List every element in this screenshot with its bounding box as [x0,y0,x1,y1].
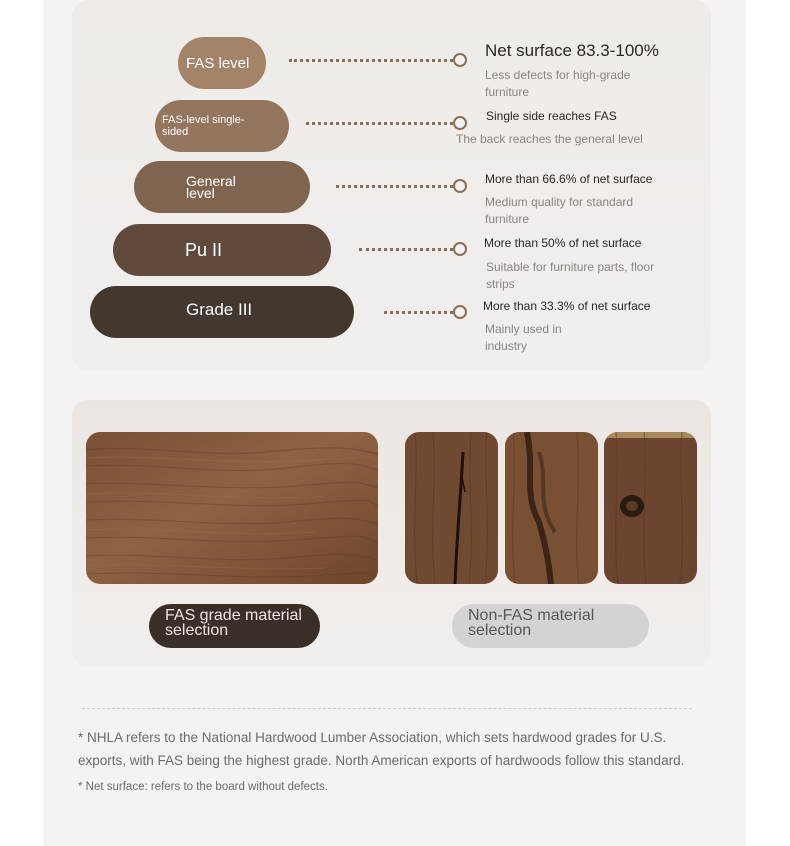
connector-dots [289,59,453,62]
grade-pill-label: Grade III [186,300,253,319]
net-surface-footnote: * Net surface: refers to the board without defects. [78,781,328,793]
connector-ring-icon [453,53,467,67]
grade-desc: The back reaches the general level [456,132,643,146]
nonfas-wood-sample-defect-image [505,432,598,584]
grade-title: Single side reaches FAS [486,109,617,123]
grade-title: More than 50% of net surface [484,236,642,250]
grade-pill-fas-single [155,100,289,152]
grade-pill-general [134,161,310,213]
grade-pill-label: FAS level [186,54,250,72]
grade-desc: Medium quality for standard furniture [485,195,634,226]
connector-dots [336,185,453,188]
connector-ring-icon [453,242,467,256]
grade-desc: Mainly used in industry [485,322,562,353]
grade-pill-pu2 [113,224,331,276]
nonfas-selection-label [452,604,649,648]
connector-dots [384,311,453,314]
nhla-footnote: * NHLA refers to the National Hardwood Lumber Association, which sets hardwood grades for U.S. exports, with FAS being the highest grade. North American exports of hardwoods follow this standard. [78,730,685,768]
grade-title: More than 33.3% of net surface [483,299,651,313]
connector-ring-icon [453,305,467,319]
connector-ring-icon [453,116,467,130]
grade-pill-label: Pu II [185,239,223,260]
fas-selection-label-text: FAS grade material selection [165,607,302,639]
grade-desc: Suitable for furniture parts, floor strips [486,260,655,291]
nonfas-wood-sample-knot-image [604,432,697,584]
grade-desc: Less defects for high-grade furniture [485,68,631,99]
grade-pill-label: General level [186,173,236,201]
grade-pill-label: FAS-level single-sided [162,114,245,138]
connector-ring-icon [453,179,467,193]
connector-dots [359,248,453,251]
divider-dashed [82,708,692,709]
grade-title: Net surface 83.3-100% [485,41,659,60]
nonfas-wood-sample-crack-image [405,432,498,584]
grade-pill-fas [178,37,266,89]
grade-title: More than 66.6% of net surface [485,172,653,186]
fas-selection-label [149,604,320,648]
connector-dots [306,122,453,125]
nonfas-selection-label-text: Non-FAS material selection [468,607,595,639]
fas-wood-sample-image [86,432,378,584]
grade-pill-grade3 [90,286,354,338]
